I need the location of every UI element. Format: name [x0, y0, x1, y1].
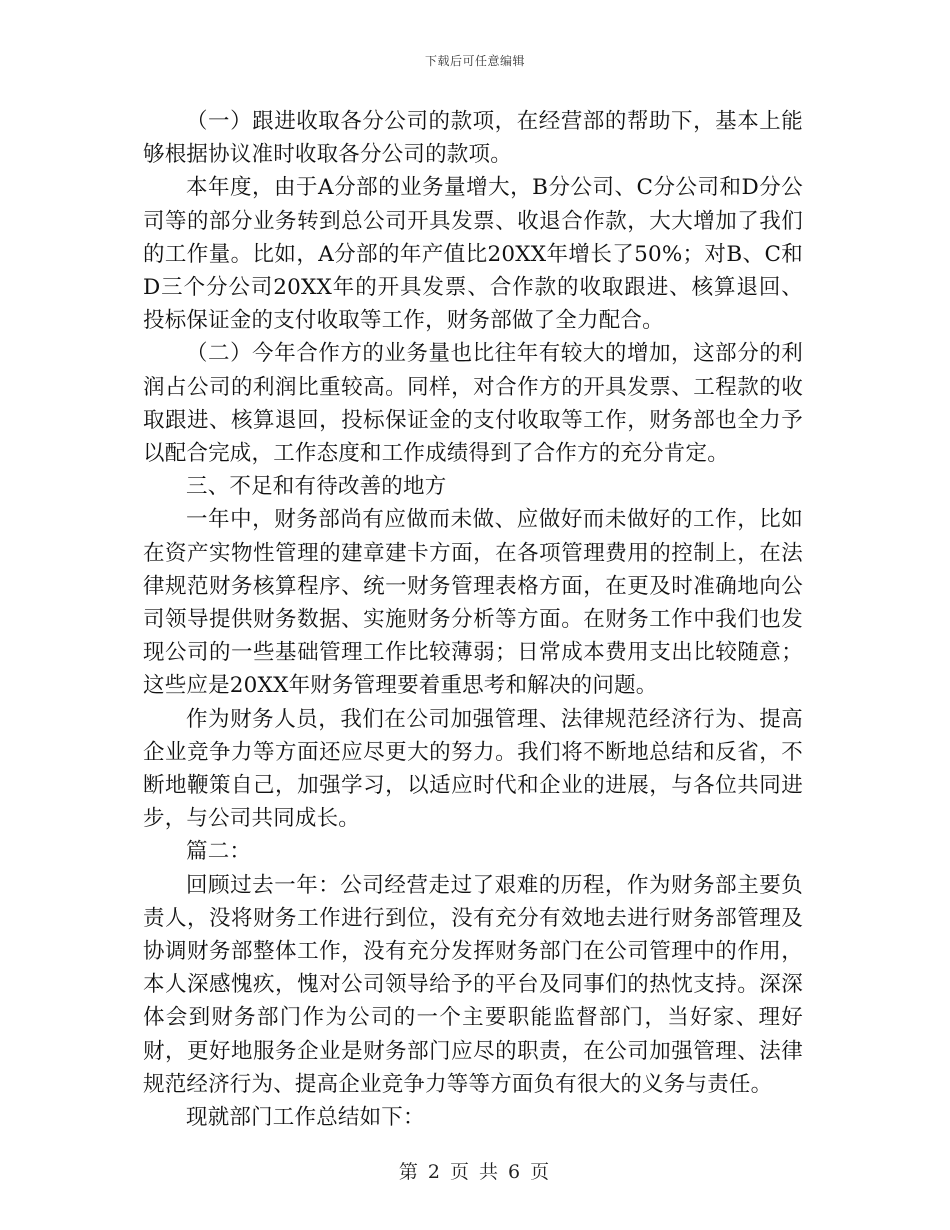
paragraph-2: 本年度，由于A分部的业务量增大，B分公司、C分公司和D分公司等的部分业务转到总公司开具发票、收退合作款，大大增加了我们的工作量。比如，A分部的年产值比20XX年增长了50%；对B、C和D三个分公司20XX年的开具发票、合作款的收取跟进、核算退回、投标保证金的支付收取等工作，财务部做了全力配合。: [143, 175, 803, 334]
paragraph-3: （二）今年合作方的业务量也比往年有较大的增加，这部分的利润占公司的利润比重较高。同样，对合作方的开具发票、工程款的收取跟进、核算退回，投标保证金的支付收取等工作，财务部也全力予以配合完成，工作态度和工作成绩得到了合作方的充分肯定。: [143, 341, 803, 467]
paragraph-7: 现就部门工作总结如下：: [186, 1105, 425, 1131]
paragraph-4: 一年中，财务部尚有应做而未做、应做好而未做好的工作，比如在资产实物性管理的建章建卡方面，在各项管理费用的控制上，在法律规范财务核算程序、统一财务管理表格方面，在更及时准确地向公司领导提供财务数据、实施财务分析等方面。在财务工作中我们也发现公司的一些基础管理工作比较薄弱；日常成本费用支出比较随意；这些应是20XX年财务管理要着重思考和解决的问题。: [143, 507, 803, 699]
section-heading-shortcomings: 三、不足和有待改善的地方: [186, 474, 447, 500]
section-heading-part-two: 篇二：: [186, 839, 252, 865]
page-header-note: 下载后可任意编辑: [424, 54, 525, 68]
paragraph-5: 作为财务人员，我们在公司加强管理、法律规范经济行为、提高企业竞争力等方面还应尽更大的努力。我们将不断地总结和反省，不断地鞭策自己，加强学习，以适应时代和企业的进展，与各位共同进步，与公司共同成长。: [143, 706, 803, 832]
paragraph-6: 回顾过去一年：公司经营走过了艰难的历程，作为财务部主要负责人，没将财务工作进行到位，没有充分有效地去进行财务部管理及协调财务部整体工作，没有充分发挥财务部门在公司管理中的作用，本人深感愧疚，愧对公司领导给予的平台及同事们的热忱支持。深深体会到财务部门作为公司的一个主要职能监督部门，当好家、理好财，更好地服务企业是财务部门应尽的职责，在公司加强管理、法律规范经济行为、提高企业竞争力等等方面负有很大的义务与责任。: [143, 872, 803, 1097]
document-body: [143, 105, 803, 1134]
page-number: 第 2 页 共 6 页: [398, 1161, 552, 1183]
paragraph-1: （一）跟进收取各分公司的款项，在经营部的帮助下，基本上能够根据协议准时收取各分公司的款项。: [143, 109, 803, 168]
